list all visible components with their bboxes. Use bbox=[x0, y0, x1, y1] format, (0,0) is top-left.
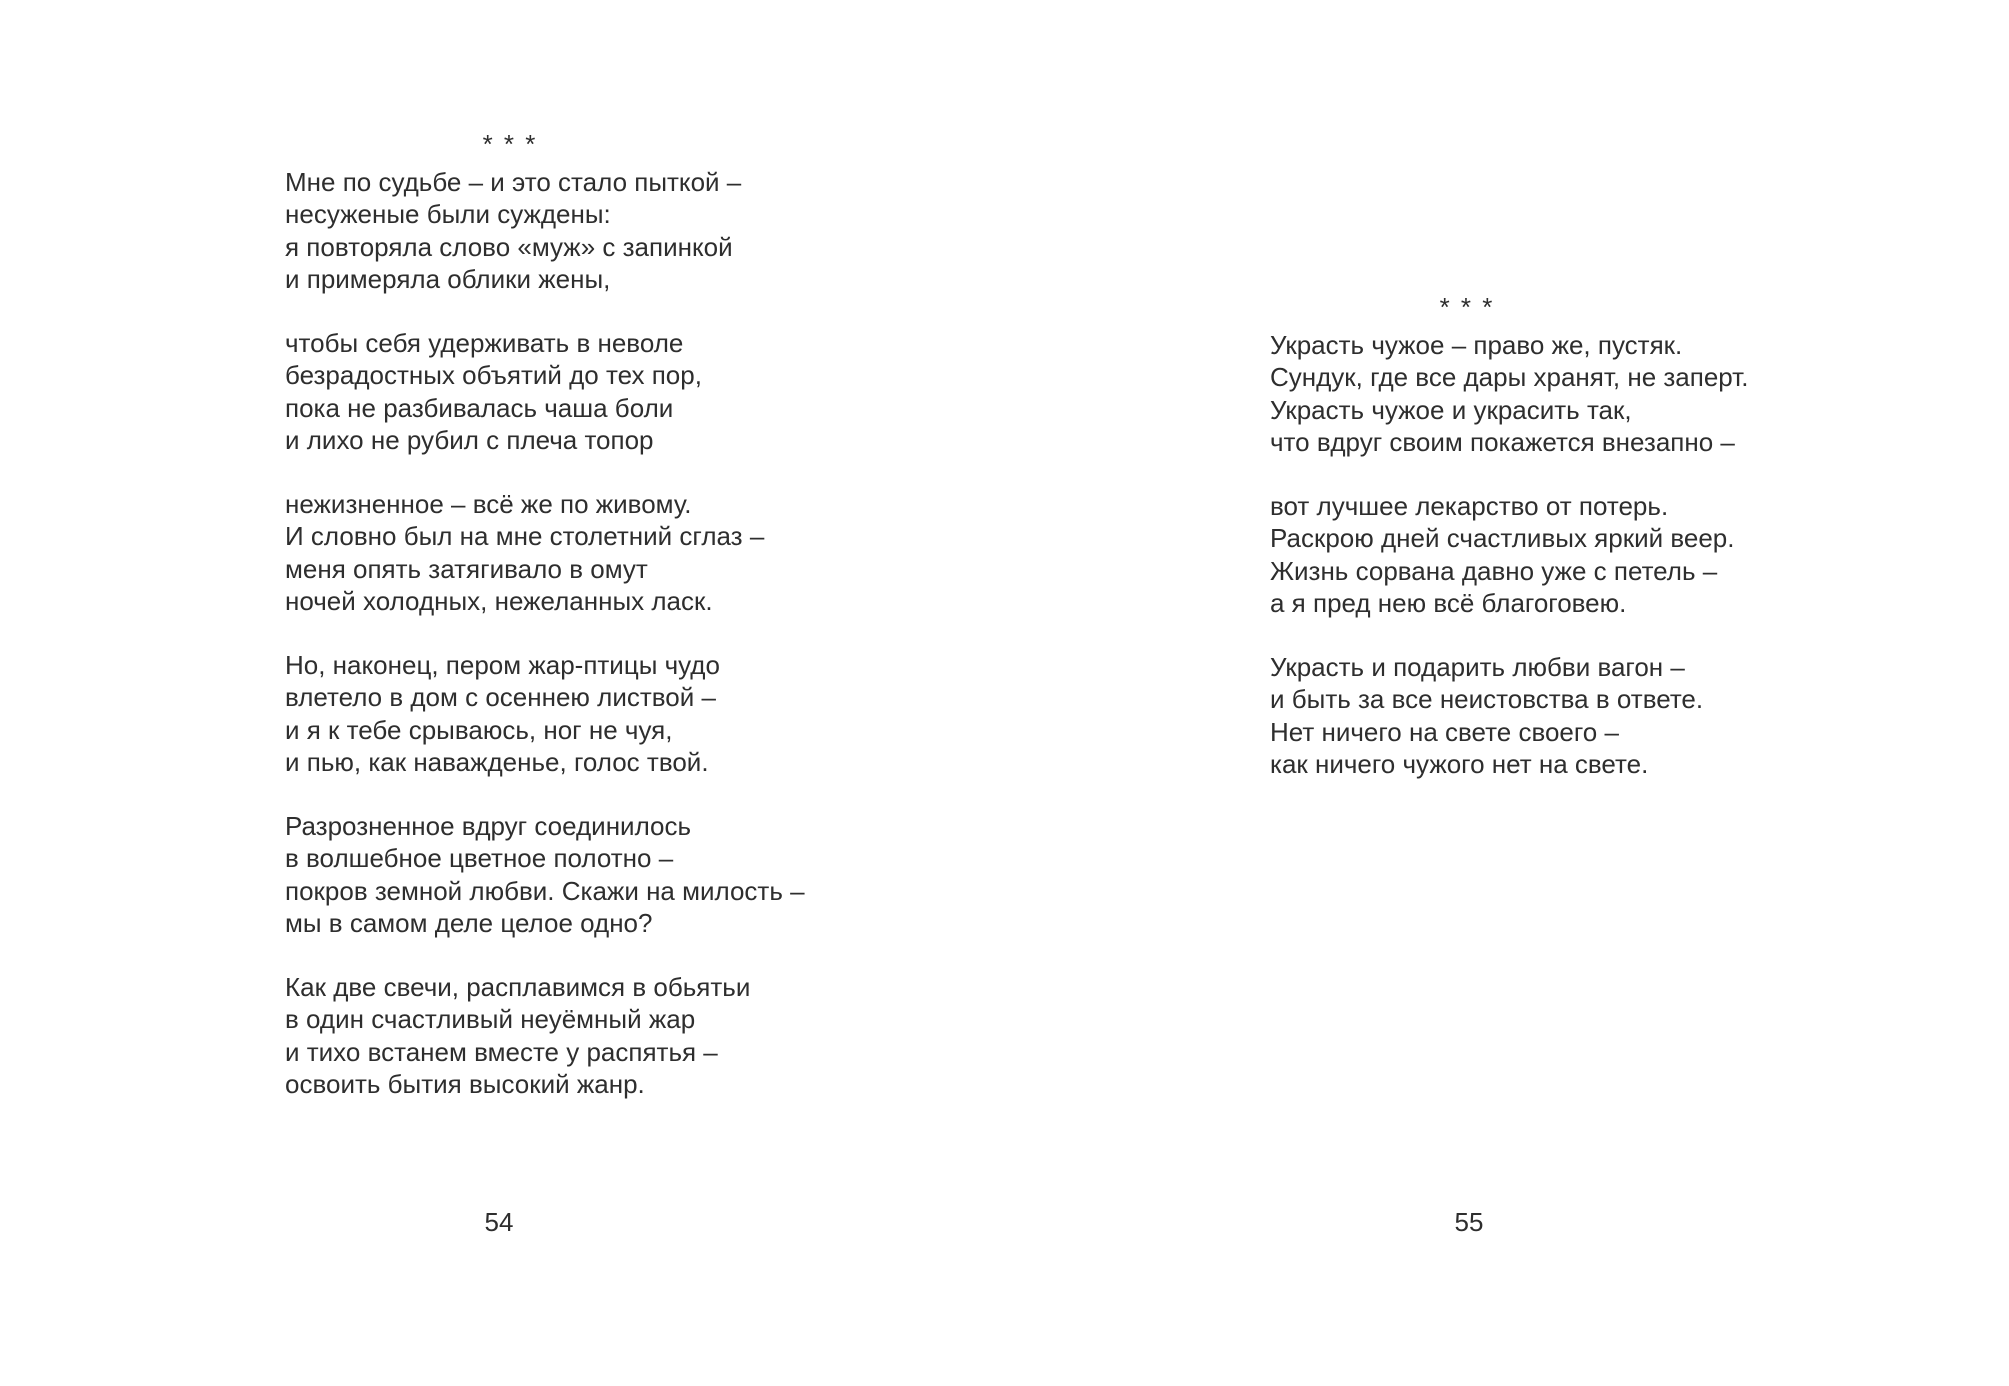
stanza bbox=[285, 810, 805, 940]
poem-line: пока не разбивалась чаша боли bbox=[285, 392, 674, 423]
poem-title-left: * * * bbox=[482, 129, 538, 159]
poem-line: Жизнь сорвана давно уже с петель – bbox=[1270, 555, 1718, 586]
poem-line: Разрозненное вдруг соединилось bbox=[285, 810, 692, 841]
poem-line: мы в самом деле целое одно? bbox=[285, 908, 653, 938]
stanza bbox=[1270, 329, 1749, 459]
page-right-poem bbox=[1270, 291, 1749, 812]
poem-line: в один счастливый неуёмный жар bbox=[285, 1004, 696, 1034]
poem-line: освоить бытия высокий жанр. bbox=[285, 1069, 645, 1099]
poem-line: безрадостных объятий до тех пор, bbox=[285, 360, 702, 390]
poem-line: в волшебное цветное полотно – bbox=[285, 843, 674, 873]
poem-line: Но, наконец, пером жар-птицы чудо bbox=[285, 649, 720, 680]
stanza bbox=[1270, 651, 1740, 781]
poem-line: Как две свечи, расплавимся в обьятьи bbox=[285, 971, 751, 1002]
poem-line: Украсть чужое и украсить так, bbox=[1270, 394, 1632, 425]
page-left-poem bbox=[285, 128, 805, 1132]
poem-line: и пью, как наважденье, голос твой. bbox=[285, 747, 709, 777]
poem-line: меня опять затягивало в омут bbox=[285, 553, 648, 584]
poem-line: несуженые были суждены: bbox=[285, 199, 611, 229]
poem-line: как ничего чужого нет на свете. bbox=[1270, 749, 1649, 779]
poem-line: ночей холодных, нежеланных ласк. bbox=[285, 586, 713, 616]
poem-title-right: * * * bbox=[1439, 292, 1495, 322]
stanza bbox=[1270, 490, 1740, 620]
poem-line: покров земной любви. Скажи на милость – bbox=[285, 875, 805, 906]
poem-line: Украсть и подарить любви вагон – bbox=[1270, 651, 1685, 682]
poem-line: а я пред нею всё благоговею. bbox=[1270, 588, 1627, 618]
poem-line: Раскрою дней счастливых яркий веер. bbox=[1270, 523, 1735, 553]
poem-line: и лихо не рубил с плеча топор bbox=[285, 425, 654, 455]
poem-line: и быть за все неистовства в ответе. bbox=[1270, 684, 1704, 714]
poem-line: и тихо встанем вместе у распятья – bbox=[285, 1036, 718, 1067]
stanza bbox=[285, 327, 755, 457]
poem-line: и я к тебе срываюсь, ног не чуя, bbox=[285, 714, 673, 745]
poem-line: И словно был на мне столетний сглаз – bbox=[285, 521, 765, 551]
poem-line: вот лучшее лекарство от потерь. bbox=[1270, 490, 1669, 521]
stanza bbox=[285, 488, 765, 618]
page-number-left: 54 bbox=[484, 1207, 514, 1237]
poem-line: я повторяла слово «муж» с запинкой bbox=[285, 231, 733, 262]
poem-line: Нет ничего на свете своего – bbox=[1270, 716, 1619, 747]
stanza bbox=[285, 166, 755, 296]
poem-line: Сундук, где все дары хранят, не заперт. bbox=[1270, 362, 1749, 392]
poem-line: что вдруг своим покажется внезапно – bbox=[1270, 427, 1735, 457]
stanza bbox=[285, 649, 755, 779]
page-number-right: 55 bbox=[1454, 1207, 1484, 1237]
poem-line: нежизненное – всё же по живому. bbox=[285, 488, 692, 519]
poem-line: влетело в дом с осеннею листвой – bbox=[285, 682, 716, 712]
poem-line: Украсть чужое – право же, пустяк. bbox=[1270, 329, 1683, 360]
stanza bbox=[285, 971, 755, 1101]
poem-line: Мне по судьбе – и это стало пыткой – bbox=[285, 166, 742, 197]
poem-line: и примеряла облики жены, bbox=[285, 264, 611, 294]
poem-line: чтобы себя удерживать в неволе bbox=[285, 327, 684, 358]
